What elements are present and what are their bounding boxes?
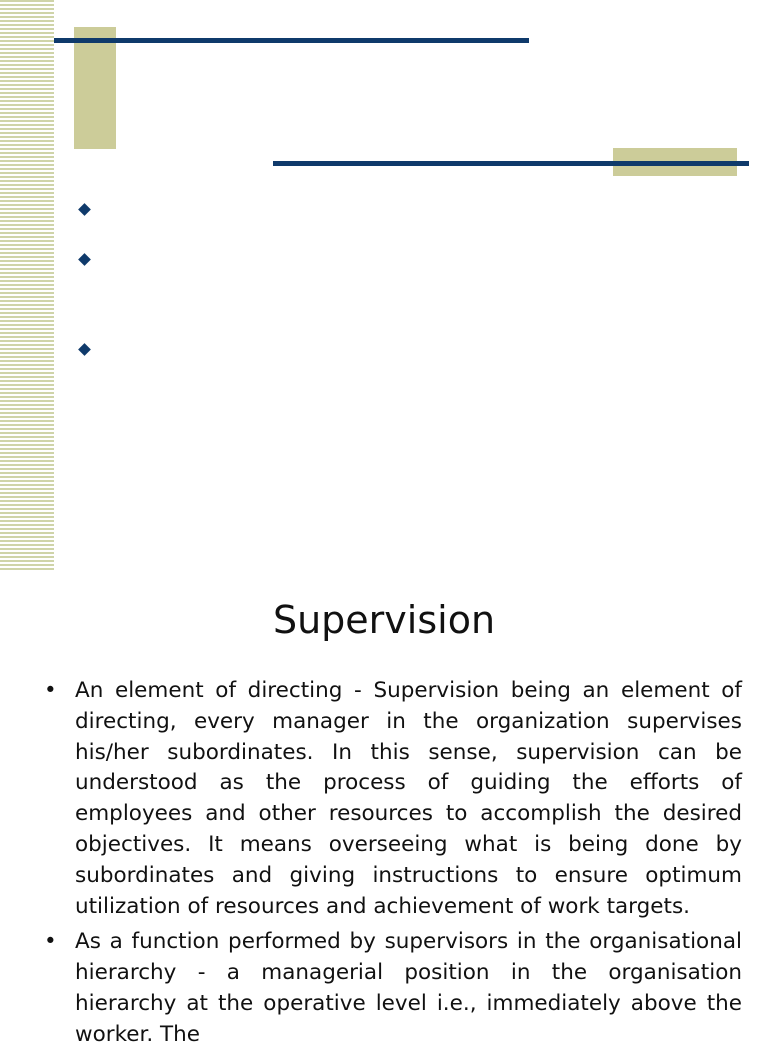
bullet-list bbox=[40, 676, 742, 1056]
decorative-line-top bbox=[54, 38, 529, 43]
bullet-dot-icon: • bbox=[44, 678, 57, 703]
decorative-block-left bbox=[74, 27, 116, 149]
diamond-bullet-icon bbox=[78, 343, 91, 356]
bullet-text: An element of directing - Supervision being an element of directing, every manager in the organization supervises his/her subordinates. In this sense, supervision can be understood as the process of guiding the efforts of employees and other resources to accomplish the desired objectives. It means overseeing what is being done by subordinates and giving instructions to ensure optimum utilization of resources and achievement of work targets. bbox=[75, 678, 742, 919]
bullet-dot-icon: • bbox=[44, 929, 57, 955]
bullet-text: As a function performed by supervisors in the organisational hierarchy - a managerial position in the organisation hierarchy at the operative level i.e., immediately above the worker. The bbox=[75, 929, 742, 1047]
decorative-stripes bbox=[0, 0, 54, 572]
diamond-bullet-icon bbox=[78, 253, 91, 266]
diamond-bullet-icon bbox=[78, 203, 91, 216]
bullet-item bbox=[40, 676, 742, 922]
slide-title: Supervision bbox=[272, 598, 496, 642]
bullet-item bbox=[40, 927, 742, 1050]
decorative-line-middle bbox=[273, 161, 749, 166]
